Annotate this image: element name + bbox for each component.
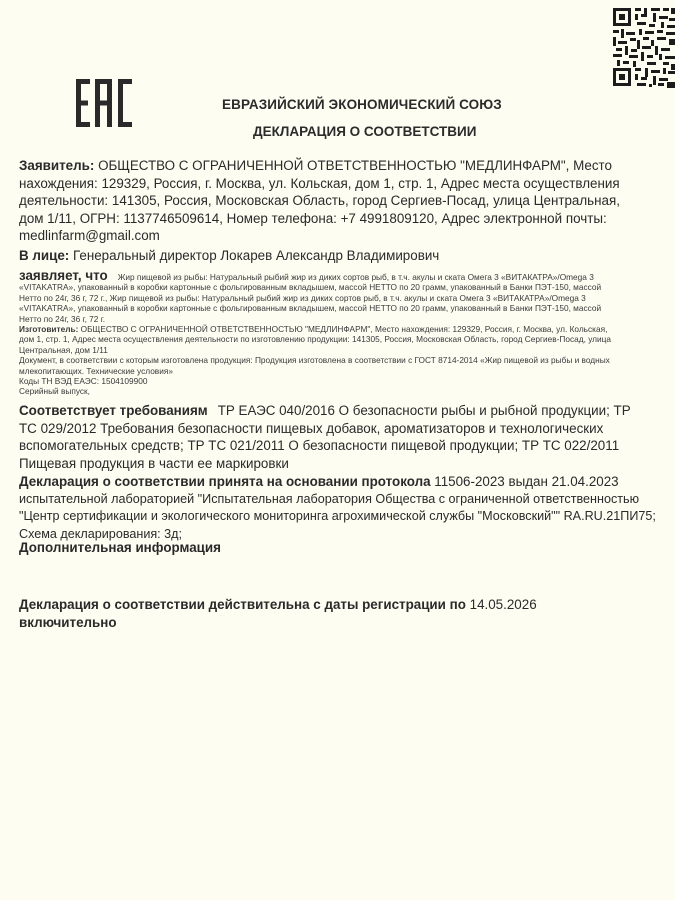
applicant-line: ОБЩЕСТВО С ОГРАНИЧЕННОЙ ОТВЕТСТВЕННОСТЬЮ "МЕДЛИНФАРМ", Место bbox=[98, 158, 612, 173]
represented-by-label: В лице: bbox=[19, 248, 70, 263]
requirements-line: Пищевая продукция в части ее маркировки bbox=[19, 455, 289, 471]
protocol-line: испытательной лабораторией "Испытательная лаборатория Общества с ограниченной ответственностью bbox=[19, 491, 640, 506]
product-line: «VITAKATRA», упакованный в коробки картонные с фольгированным вкладышем, массой НЕТТО по 20 грамм, упакованный в Банки ПЭТ-150, массой bbox=[19, 282, 602, 293]
applicant-label: Заявитель: bbox=[19, 158, 95, 173]
protocol-line: "Центр сертификации и экологического мониторинга агрохимической службы "Московский"" RA.RU.21ПИ75; bbox=[19, 509, 656, 524]
requirements-section bbox=[19, 402, 675, 472]
applicant-line: нахождения: 129329, Россия, г. Москва, ул. Кольская, дом 1, стр. 1, Адрес места осуществления bbox=[19, 175, 620, 191]
requirements-label: Соответствует требованиям bbox=[19, 403, 208, 418]
validity-suffix: включительно bbox=[19, 614, 117, 630]
represented-by-value: Генеральный директор Локарев Александр Владимирович bbox=[73, 248, 440, 263]
manufacturer-line: дом 1, стр. 1, Адрес места осуществления деятельности по изготовлению продукции: 141305, Россия, Московская Область, город Сергиев-Посад, улица bbox=[19, 334, 612, 345]
applicant-line: деятельности: 141305, Россия, Московская Область, город Сергиев-Посад, улица Центральная, bbox=[19, 193, 620, 209]
protocol-section bbox=[19, 473, 675, 543]
represented-by-section bbox=[19, 247, 675, 265]
applicant-line: дом 1/11, ОГРН: 1137746509614, Номер телефона: +7 4991809120, Адрес электронной почты: bbox=[19, 210, 607, 226]
release-type: Серийный выпуск, bbox=[19, 386, 90, 397]
manufacturer-line: ОБЩЕСТВО С ОГРАНИЧЕННОЙ ОТВЕТСТВЕННОСТЬЮ "МЕДЛИНФАРМ", Место нахождения: 129329, Россия, г. Москва, ул. Кольская, bbox=[80, 324, 608, 335]
production-document-line: млекопитающих. Технические условия» bbox=[19, 365, 173, 376]
requirements-line: вспомогательных средств; ТР ТС 021/2011 О безопасности пищевой продукции; ТР ТС 022/2011 bbox=[19, 438, 620, 454]
manufacturer-label: Изготовитель: bbox=[19, 324, 79, 335]
additional-info-section bbox=[19, 539, 675, 557]
declares-section bbox=[19, 268, 675, 397]
validity-label: Декларация о соответствии действительна с даты регистрации по bbox=[19, 597, 466, 612]
protocol-label: Декларация о соответствии принята на основании протокола bbox=[19, 474, 431, 489]
declaration-scheme: Схема декларирования: 3д; bbox=[19, 526, 183, 541]
additional-info-label: Дополнительная информация bbox=[19, 540, 221, 555]
validity-section bbox=[19, 596, 675, 631]
product-line: Нетто по 24г, 36 г, 72 г., Жир пищевой из рыбы: Натуральный рыбий жир из диких сортов рыб, в т.ч. акулы и ската Омега 3 «ВИТАКАТРА»/Omega 3 bbox=[19, 292, 586, 303]
qr-code-icon bbox=[611, 4, 675, 92]
tn-ved-codes: Коды ТН ВЭД ЕАЭС: 1504109900 bbox=[19, 376, 148, 387]
product-line: «VITAKATRA», упакованный в коробки картонные с фольгированным вкладышем, массой НЕТТО по 20 грамм, упакованный в Банки ПЭТ-150, массой bbox=[19, 303, 602, 314]
validity-date: 14.05.2026 bbox=[469, 597, 537, 612]
eac-logo-icon bbox=[76, 79, 132, 127]
declares-label: заявляет, что bbox=[19, 268, 108, 283]
manufacturer-line: Центральная, дом 1/11 bbox=[19, 344, 108, 355]
applicant-email: medlinfarm@gmail.com bbox=[19, 228, 160, 244]
product-line: Нетто по 24г, 36 г, 72 г. bbox=[19, 313, 106, 324]
requirements-line: ТР ЕАЭС 040/2016 О безопасности рыбы и рыбной продукции; ТР bbox=[217, 403, 631, 418]
applicant-section bbox=[19, 157, 675, 245]
union-title: ЕВРАЗИЙСКИЙ ЭКОНОМИЧЕСКИЙ СОЮЗ bbox=[222, 97, 502, 112]
declaration-title: ДЕКЛАРАЦИЯ О СООТВЕТСТВИИ bbox=[253, 124, 477, 139]
protocol-number-date: 11506-2023 выдан 21.04.2023 bbox=[434, 474, 619, 489]
requirements-line: ТС 029/2012 Требования безопасности пищевых добавок, ароматизаторов и технологических bbox=[19, 420, 604, 436]
production-document-line: Документ, в соответствии с которым изготовлена продукция: Продукция изготовлена в соответствии с ГОСТ 8714-2014 «Жир пищевой из рыбы и водных bbox=[19, 355, 610, 366]
product-line: Жир пищевой из рыбы: Натуральный рыбий жир из диких сортов рыб, в т.ч. акулы и ската Омега 3 «ВИТАКАТРА»/Omega 3 bbox=[117, 272, 594, 282]
